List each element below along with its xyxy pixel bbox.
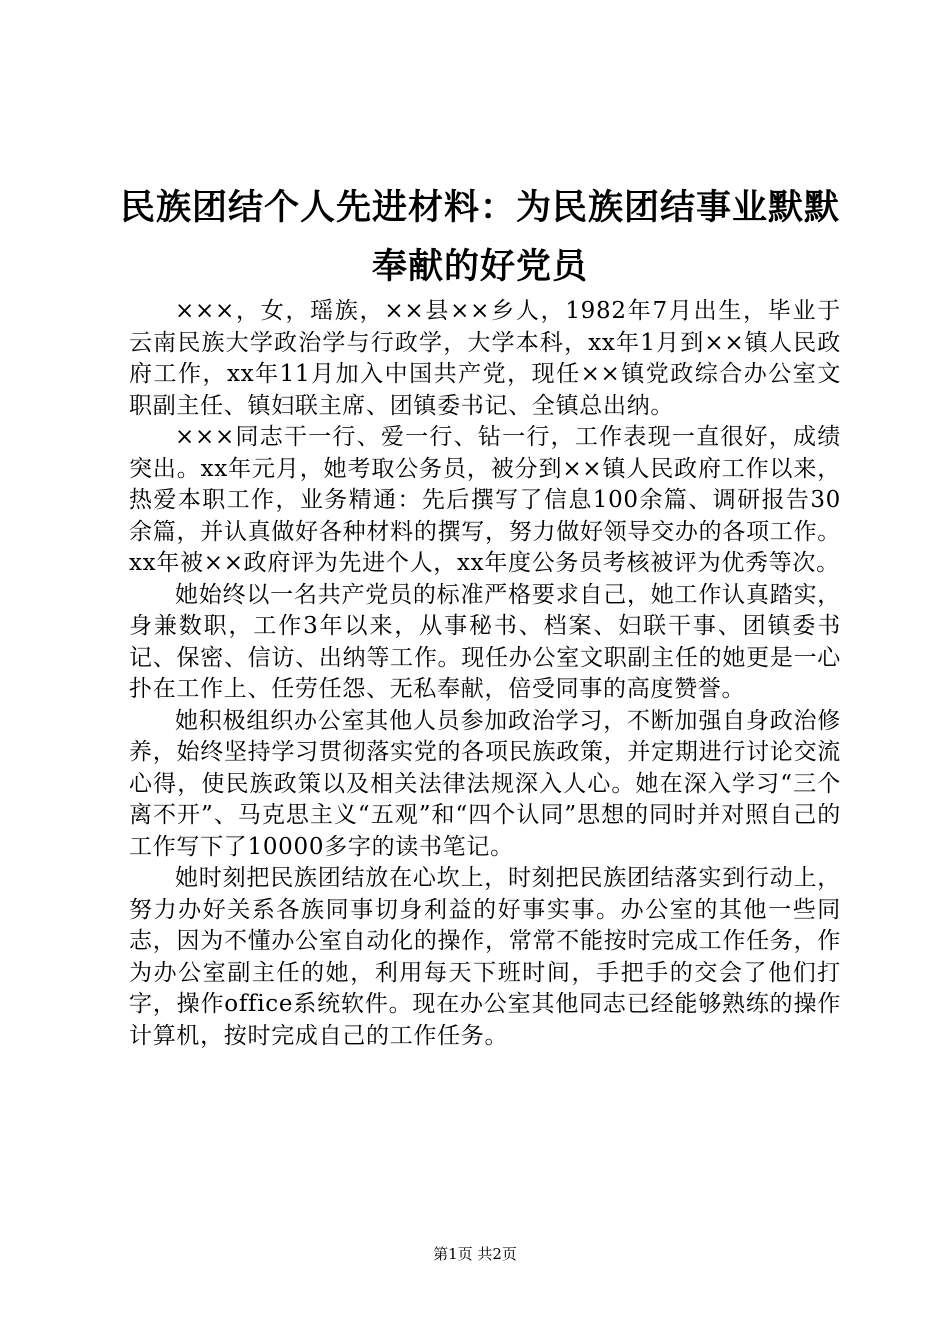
page-footer: 第1页 共2页 [433,1245,517,1263]
document-title-line-2: 奉献的好党员 [371,246,588,287]
paragraph-4: 她积极组织办公室其他人员参加政治学习，不断加强自身政治修养，始终坚持学习贯彻落实党的各项民族政策，并定期进行讨论交流心得，使民族政策以及相关法律法规深入人心。她在深入学习“三个离不开”、马克思主义“五观”和“四个认同”思想的同时并对照自己的工作写下了10000多字的读书笔记。 [129,707,841,860]
paragraph-2: ×××同志干一行、爱一行、钻一行，工作表现一直很好，成绩突出。xx年元月，她考取公务员，被分到××镇人民政府工作以来，热爱本职工作，业务精通：先后撰写了信息100余篇、调研报告30余篇，并认真做好各种材料的撰写，努力做好领导交办的各项工作。xx年被××政府评为先进个人，xx年度公务员考核被评为优秀等次。 [129,424,841,576]
paragraph-3: 她始终以一名共产党员的标准严格要求自己，她工作认真踏实，身兼数职，工作3年以来，从事秘书、档案、妇联干事、团镇委书记、保密、信访、出纳等工作。现任办公室文职副主任的她更是一心扑在工作上、任劳任怨、无私奉献，倍受同事的高度赞誉。 [129,581,841,702]
document-body [129,296,841,1052]
paragraph-5: 她时刻把民族团结放在心坎上，时刻把民族团结落实到行动上，努力办好关系各族同事切身利益的好事实事。办公室的其他一些同志，因为不懂办公室自动化的操作，常常不能按时完成工作任务，作为办公室副主任的她，利用每天下班时间，手把手的交会了他们打字，操作office系统软件。现在办公室其他同志已经能够熟练的操作计算机，按时完成自己的工作任务。 [129,865,841,1049]
paragraph-1: ×××，女，瑶族，××县××乡人，1982年7月出生，毕业于云南民族大学政治学与行政学，大学本科，xx年1月到××镇人民政府工作，xx年11月加入中国共产党，现任××镇党政综合办公室文职副主任、镇妇联主席、团镇委书记、全镇总出纳。 [129,298,841,419]
document-title-line-1: 民族团结个人先进材料：为民族团结事业默默 [120,187,841,228]
